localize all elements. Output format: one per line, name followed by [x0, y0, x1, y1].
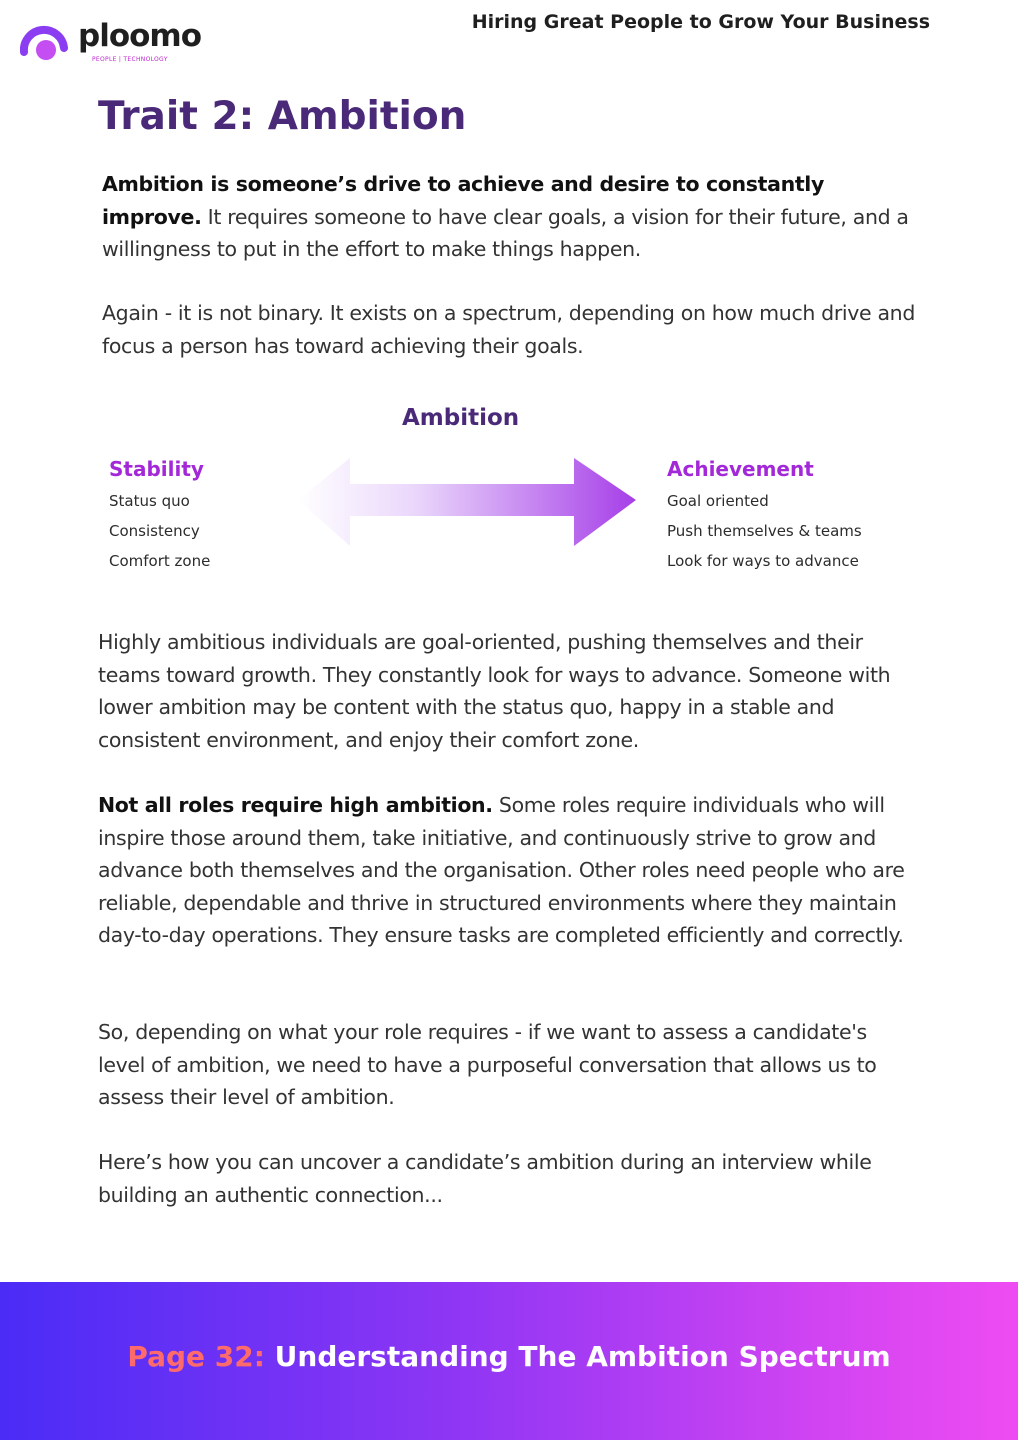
paragraph-bold: Not all roles require high ambition.: [98, 793, 493, 817]
paragraph-ambitious-individuals: [98, 626, 918, 756]
page-number-label: Page 32:: [127, 1340, 265, 1373]
paragraph-text: Here’s how you can uncover a candidate’s ambition during an interview while building an authentic connection...: [98, 1150, 872, 1207]
paragraph-uncover: [98, 1146, 918, 1211]
logo-wordmark: ploomo: [78, 18, 202, 54]
ploomo-logo-icon: [20, 22, 72, 62]
document-title: Hiring Great People to Grow Your Business: [471, 11, 930, 33]
double-arrow-icon: [296, 454, 638, 550]
footer-page-title: Understanding The Ambition Spectrum: [274, 1340, 891, 1373]
paragraph-bold: Ambition is someone’s drive to achieve and desire to constantly improve.: [102, 172, 824, 229]
achievement-item: Look for ways to advance: [667, 552, 859, 570]
footer-caption: [0, 1340, 1018, 1373]
stability-column: [109, 457, 210, 576]
achievement-heading: Achievement: [667, 457, 814, 481]
achievement-item: Push themselves & teams: [667, 522, 862, 540]
paragraph-roles: [98, 789, 918, 952]
paragraph-intro: [102, 168, 922, 266]
stability-heading: Stability: [109, 457, 204, 481]
paragraph-text: So, depending on what your role requires - if we want to assess a candidate's level of ambition, we need to have a purposeful conversation that allows us to assess their level of ambition.: [98, 1020, 877, 1109]
page-footer: [0, 1282, 1018, 1440]
paragraph-assess: [98, 1016, 918, 1114]
paragraph-text: Again - it is not binary. It exists on a spectrum, depending on how much drive and focus a person has toward achieving their goals.: [102, 301, 915, 358]
paragraph-text: Highly ambitious individuals are goal-oriented, pushing themselves and their teams toward growth. They constantly look for ways to advance. Someone with lower ambition may be content with the status quo, happy in a stable and consistent environment, and enjoy their comfort zone.: [98, 630, 891, 752]
achievement-item: Goal oriented: [667, 492, 769, 510]
achievement-column: [667, 457, 862, 576]
paragraph-text: It requires someone to have clear goals, a vision for their future, and a willingness to put in the effort to make things happen.: [102, 204, 909, 261]
stability-item: Consistency: [109, 522, 200, 540]
logo-tagline: PEOPLE | TECHNOLOGY: [92, 56, 168, 63]
stability-item: Status quo: [109, 492, 190, 510]
page-heading: Trait 2: Ambition: [98, 94, 467, 139]
ploomo-logo: [20, 16, 220, 68]
paragraph-spectrum: [102, 297, 922, 362]
paragraph-text: Some roles require individuals who will inspire those around them, take initiative, and continuously strive to grow and advance both themselves and the organisation. Other roles need people who are reliable, dependable and thrive in structured environments where they maintain day-to-day operations. They ensure tasks are completed efficiently and correctly.: [98, 793, 905, 947]
diagram-title: Ambition: [402, 405, 520, 431]
stability-item: Comfort zone: [109, 552, 211, 570]
